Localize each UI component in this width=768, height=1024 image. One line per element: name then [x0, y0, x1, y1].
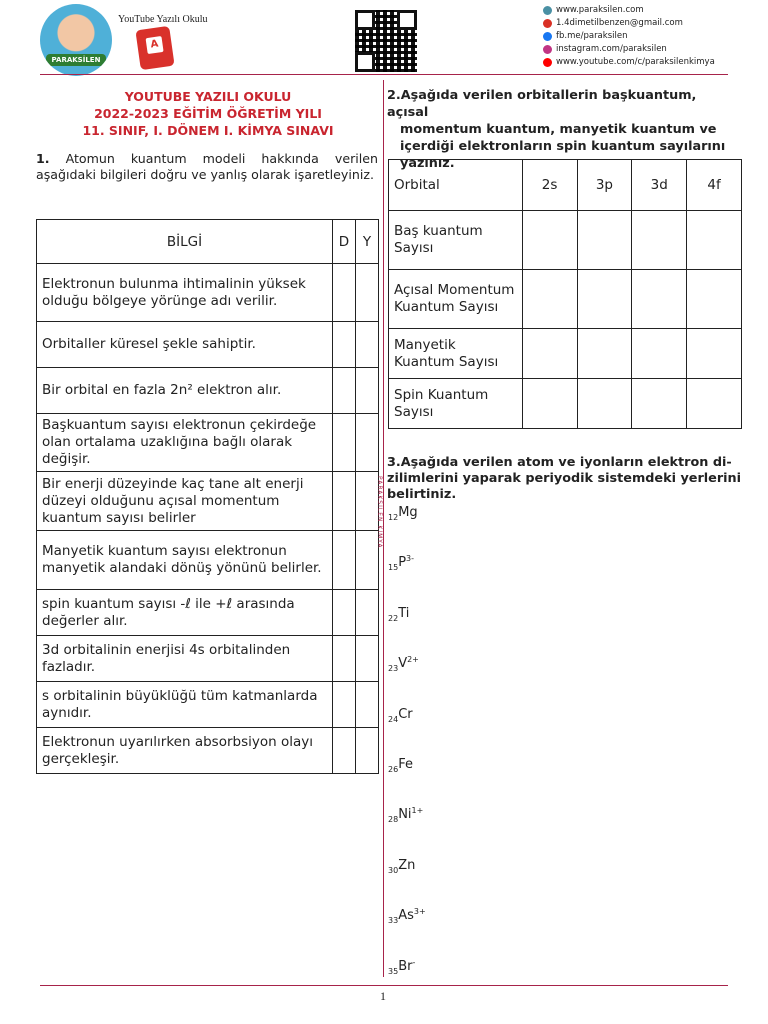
- answer-cell[interactable]: [632, 379, 687, 429]
- contact-item[interactable]: [543, 56, 715, 69]
- question-3-line3: belirtiniz.: [387, 487, 457, 502]
- question-3-number: 3.: [387, 455, 401, 470]
- answer-cell[interactable]: [632, 270, 687, 329]
- false-answer-cell[interactable]: [356, 728, 379, 774]
- ion-charge: -: [412, 957, 416, 967]
- instagram-icon: [543, 45, 552, 54]
- answer-cell[interactable]: [577, 270, 632, 329]
- element-symbol: P: [398, 555, 407, 571]
- element-symbol: Br: [398, 958, 413, 974]
- question-3-line1: Aşağıda verilen atom ve iyonların elektron di-: [400, 455, 732, 470]
- orbital-column-header: 2s: [522, 160, 577, 211]
- atomic-number: 12: [388, 513, 399, 522]
- atomic-number: 35: [388, 966, 399, 976]
- false-answer-cell[interactable]: [356, 682, 379, 728]
- youtube-icon: [543, 58, 552, 67]
- table-row: [389, 270, 742, 329]
- statement-text: Başkuantum sayısı elektronun çekirdeğe olan ortalama uzaklığına bağlı olarak değişir.: [37, 414, 333, 472]
- contact-text: 1.4dimetilbenzen@gmail.com: [556, 18, 683, 28]
- true-answer-cell[interactable]: [333, 531, 356, 590]
- element-item: [388, 606, 409, 621]
- table-row: [37, 636, 379, 682]
- ion-charge: 3+: [413, 907, 426, 917]
- false-answer-cell[interactable]: [356, 414, 379, 472]
- atomic-number: 33: [388, 916, 399, 926]
- atomic-number: 30: [388, 865, 399, 875]
- side-watermark: PARAKSİLEN KİMYA: [376, 476, 383, 549]
- question-1-number: 1.: [36, 151, 50, 166]
- element-item: [388, 858, 415, 873]
- question-2-number: 2.: [387, 88, 401, 103]
- statement-text: Elektronun bulunma ihtimalinin yüksek olduğu bölgeye yörünge adı verilir.: [37, 264, 333, 322]
- avatar-label: PARAKSİLEN: [46, 54, 106, 66]
- statement-text: spin kuantum sayısı -ℓ ile +ℓ arasında değerler alır.: [37, 590, 333, 636]
- contact-item[interactable]: [543, 43, 715, 56]
- statement-text: s orbitalinin büyüklüğü tüm katmanlarda aynıdır.: [37, 682, 333, 728]
- ion-charge: 1+: [411, 806, 424, 816]
- element-item: [388, 907, 426, 926]
- mail-icon: [543, 19, 552, 28]
- quantum-number-label: Baş kuantum Sayısı: [389, 211, 523, 270]
- exam-title-line1: YOUTUBE YAZILI OKULU: [124, 89, 292, 104]
- column-divider: [383, 80, 384, 977]
- question-2-line2: momentum kuantum, manyetik kuantum ve: [400, 122, 717, 137]
- channel-title: YouTube Yazılı Okulu: [118, 14, 208, 25]
- element-item: [388, 554, 415, 573]
- exam-title-line2: 2022-2023 EĞİTİM ÖĞRETİM YILI: [94, 106, 322, 121]
- atomic-number: 28: [388, 815, 399, 825]
- false-answer-cell[interactable]: [356, 590, 379, 636]
- element-item: [388, 655, 419, 674]
- table-row: [389, 379, 742, 429]
- table-row: [37, 472, 379, 531]
- atomic-number: 26: [388, 765, 399, 774]
- true-answer-cell[interactable]: [333, 264, 356, 322]
- element-symbol: Zn: [398, 857, 416, 873]
- quantum-numbers-table: [388, 159, 742, 429]
- column-true: D: [333, 220, 356, 264]
- question-1: [36, 151, 378, 183]
- answer-cell[interactable]: [577, 379, 632, 429]
- answer-cell[interactable]: [632, 329, 687, 379]
- true-answer-cell[interactable]: [333, 472, 356, 531]
- contact-item[interactable]: [543, 30, 715, 43]
- quantum-number-label: Manyetik Kuantum Sayısı: [389, 329, 523, 379]
- contact-text: instagram.com/paraksilen: [556, 44, 667, 54]
- statement-text: Bir orbital en fazla 2n² elektron alır.: [37, 368, 333, 414]
- contact-item[interactable]: [543, 17, 715, 30]
- element-item: [388, 505, 418, 520]
- book-letter: A: [146, 36, 164, 54]
- element-symbol: V: [398, 656, 408, 672]
- table-header-row: [389, 160, 742, 211]
- page-number: 1: [380, 989, 386, 1003]
- ion-charge: 3-: [406, 554, 415, 564]
- answer-cell[interactable]: [522, 270, 577, 329]
- false-answer-cell[interactable]: [356, 264, 379, 322]
- answer-cell[interactable]: [577, 329, 632, 379]
- facebook-icon: [543, 32, 552, 41]
- ion-charge: 2+: [407, 655, 419, 665]
- answer-cell[interactable]: [632, 211, 687, 270]
- contact-text: www.paraksilen.com: [556, 5, 644, 15]
- avatar: [40, 4, 112, 76]
- table-row: [389, 329, 742, 379]
- footer-divider: [40, 985, 728, 986]
- true-answer-cell[interactable]: [333, 682, 356, 728]
- element-item: [388, 806, 424, 825]
- contact-list: [543, 4, 715, 69]
- table-row: [37, 414, 379, 472]
- contact-text: fb.me/paraksilen: [556, 31, 628, 41]
- question-3: [387, 455, 743, 503]
- atomic-number: 23: [388, 664, 399, 674]
- column-info: BİLGİ: [37, 220, 333, 264]
- exam-title: [36, 88, 380, 139]
- answer-cell[interactable]: [687, 211, 742, 270]
- element-item: [388, 757, 413, 772]
- question-3-line2: zilimlerini yaparak periyodik sistemdeki yerlerini: [387, 471, 742, 486]
- false-answer-cell[interactable]: [356, 322, 379, 368]
- answer-cell[interactable]: [522, 329, 577, 379]
- book-icon: [135, 26, 174, 70]
- element-symbol: Fe: [398, 757, 413, 772]
- element-symbol: Mg: [398, 505, 418, 520]
- false-answer-cell[interactable]: [356, 368, 379, 414]
- orbital-column-header: 3p: [577, 160, 632, 211]
- table-row: [37, 682, 379, 728]
- answer-cell[interactable]: [687, 329, 742, 379]
- true-answer-cell[interactable]: [333, 414, 356, 472]
- table-row: [37, 322, 379, 368]
- question-2-line1: Aşağıda verilen orbitallerin başkuantum, açısal: [387, 88, 697, 120]
- question-2-line4: yazınız.: [400, 156, 455, 171]
- table-row: [37, 264, 379, 322]
- element-symbol: Ti: [398, 605, 410, 621]
- qr-code-icon: [355, 10, 417, 72]
- table-row: [37, 368, 379, 414]
- element-symbol: Ni: [398, 807, 412, 823]
- statement-text: Elektronun uyarılırken absorbsiyon olayı gerçekleşir.: [37, 728, 333, 774]
- statement-text: 3d orbitalinin enerjisi 4s orbitalinden fazladır.: [37, 636, 333, 682]
- contact-item[interactable]: [543, 4, 715, 17]
- atomic-number: 22: [388, 613, 399, 623]
- table-row: [389, 211, 742, 270]
- true-answer-cell[interactable]: [333, 590, 356, 636]
- quantum-number-label: Açısal Momentum Kuantum Sayısı: [389, 270, 523, 329]
- answer-cell[interactable]: [687, 270, 742, 329]
- statement-text: Orbitaller küresel şekle sahiptir.: [37, 322, 333, 368]
- answer-cell[interactable]: [522, 379, 577, 429]
- orbital-column-header: 4f: [687, 160, 742, 211]
- column-false: Y: [356, 220, 379, 264]
- statement-text: Bir enerji düzeyinde kaç tane alt enerji düzeyi olduğunu açısal momentum kuantum sayısı belirler: [37, 472, 333, 531]
- question-2-line3: içerdiği elektronların spin kuantum sayılarını: [400, 139, 726, 154]
- false-answer-cell[interactable]: [356, 636, 379, 682]
- element-symbol: Cr: [398, 706, 413, 722]
- orbital-column-header: 3d: [632, 160, 687, 211]
- exam-title-line3: 11. SINIF, I. DÖNEM I. KİMYA SINAVI: [82, 123, 334, 138]
- answer-cell[interactable]: [522, 211, 577, 270]
- web-icon: [543, 6, 552, 15]
- header-divider: [40, 74, 728, 75]
- element-item: [388, 707, 413, 722]
- quantum-number-label: Spin Kuantum Sayısı: [389, 379, 523, 429]
- table-row: [37, 728, 379, 774]
- true-false-table: [36, 219, 379, 774]
- true-answer-cell[interactable]: [333, 728, 356, 774]
- answer-cell[interactable]: [577, 211, 632, 270]
- contact-text: www.youtube.com/c/paraksilenkimya: [556, 57, 715, 67]
- true-answer-cell[interactable]: [333, 322, 356, 368]
- statement-text: Manyetik kuantum sayısı elektronun manyetik alandaki dönüş yönünü belirler.: [37, 531, 333, 590]
- question-1-text: Atomun kuantum modeli hakkında verilen aşağıdaki bilgileri doğru ve yanlış olarak işaretleyiniz.: [36, 151, 378, 182]
- orbital-header: Orbital: [389, 160, 523, 211]
- table-row: [37, 531, 379, 590]
- answer-cell[interactable]: [687, 379, 742, 429]
- atomic-number: 24: [388, 714, 399, 724]
- element-symbol: As: [398, 908, 414, 924]
- element-item: [388, 959, 415, 974]
- atomic-number: 15: [388, 563, 399, 573]
- true-answer-cell[interactable]: [333, 636, 356, 682]
- true-answer-cell[interactable]: [333, 368, 356, 414]
- table-row: [37, 590, 379, 636]
